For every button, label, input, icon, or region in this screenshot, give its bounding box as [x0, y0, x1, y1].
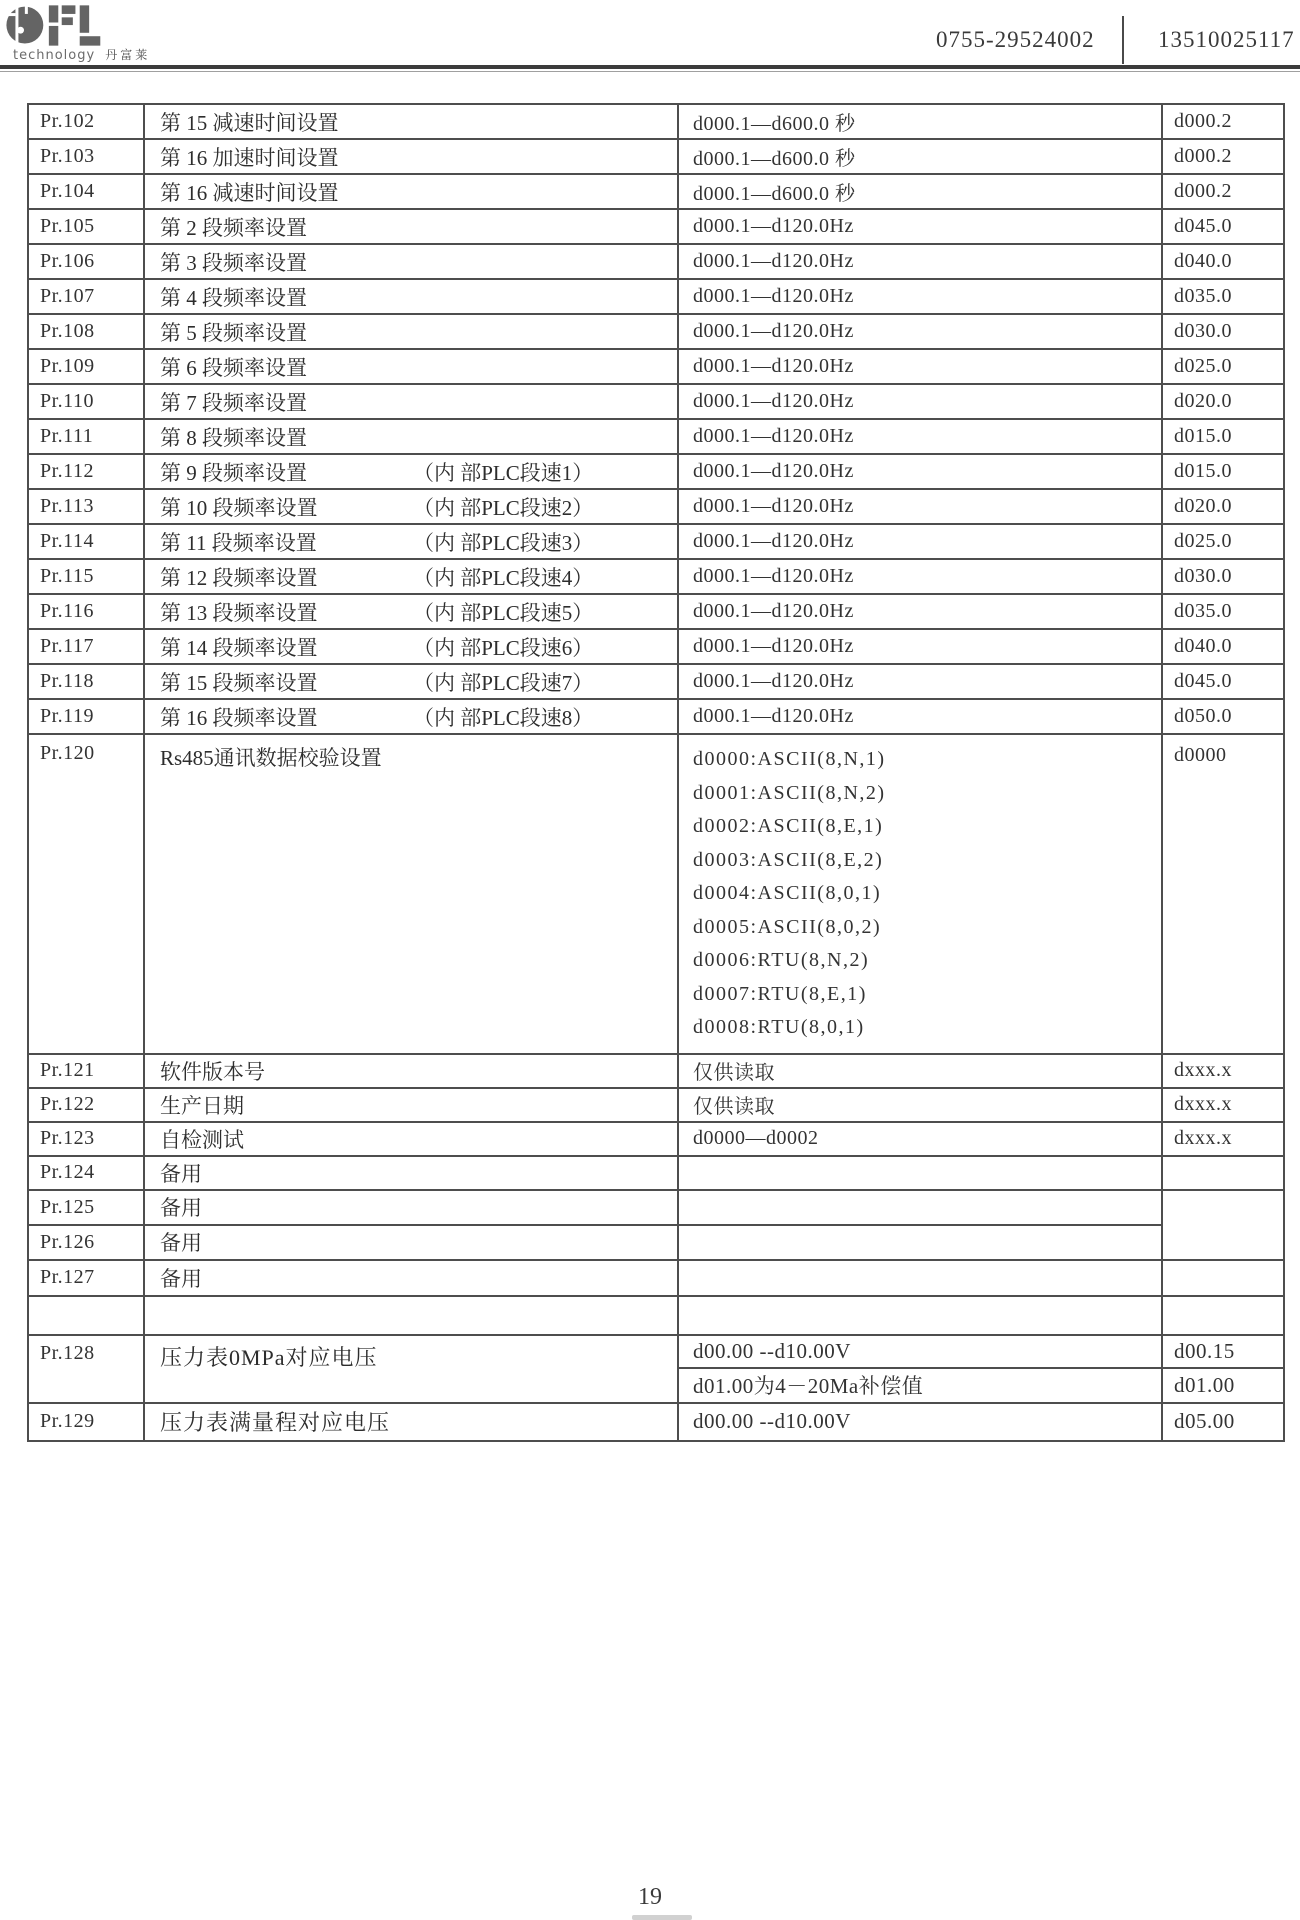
param-range-cell: d000.1—d120.0Hz [678, 419, 1162, 454]
header-phone-left: 0755-29524002 [936, 27, 1095, 52]
param-name-text: 软件版本号 [160, 1059, 265, 1084]
table-row [28, 1190, 1284, 1225]
header-phone-divider [1122, 16, 1124, 64]
param-plc-note: （内 部PLC段速5） [413, 600, 594, 625]
table-row [28, 1156, 1284, 1190]
table-row [28, 1335, 1284, 1368]
param-name-cell [144, 734, 678, 1054]
param-name-text: 第 4 段频率设置 [160, 285, 307, 310]
param-default-cell: dxxx.x [1162, 1088, 1284, 1122]
table-row [28, 594, 1284, 629]
param-name-text: Rs485通讯数据校验设置 [160, 746, 382, 770]
range-option-line: d0001:ASCII(8,N,2) [693, 781, 886, 804]
param-plc-note: （内 部PLC段速7） [413, 670, 594, 695]
param-name-cell [144, 1190, 678, 1225]
range-option-line: d0000:ASCII(8,N,1) [693, 748, 886, 770]
table-row [28, 1225, 1284, 1260]
param-name-cell [144, 1122, 678, 1156]
table-row [28, 279, 1284, 314]
range-option-line: d0006:RTU(8,N,2) [693, 949, 870, 971]
param-plc-note: （内 部PLC段速4） [413, 565, 594, 590]
param-id-cell: Pr.107 [28, 279, 144, 314]
param-id-cell: Pr.113 [28, 489, 144, 524]
param-name-cell: 压力表0MPa对应电压 [144, 1335, 678, 1403]
header-phone-right: 13510025117 [1158, 27, 1295, 52]
table-row [28, 139, 1284, 174]
table-row [28, 1260, 1284, 1296]
param-default-cell: d035.0 [1162, 279, 1284, 314]
param-id-cell: Pr.102 [28, 104, 144, 139]
range-option-line: d0004:ASCII(8,0,1) [693, 882, 882, 904]
table-row [28, 699, 1284, 734]
table-row [28, 734, 1284, 1054]
param-name-cell [144, 1225, 678, 1260]
param-name-text: 第 16 加速时间设置 [160, 145, 339, 170]
param-default-cell: d05.00 [1162, 1403, 1284, 1441]
table-row [28, 559, 1284, 594]
table-row [28, 1054, 1284, 1088]
table-row [28, 244, 1284, 279]
param-name-cell [144, 174, 678, 209]
param-name-text: 第 14 段频率设置 [160, 635, 318, 660]
param-name-cell [144, 524, 678, 559]
param-range-cell: d0000—d0002 [678, 1122, 1162, 1156]
param-range-cell [678, 734, 1162, 1054]
param-default-cell: d020.0 [1162, 489, 1284, 524]
param-name-cell [144, 209, 678, 244]
param-id-cell: Pr.121 [28, 1054, 144, 1088]
param-id-cell: Pr.108 [28, 314, 144, 349]
param-range-cell: 仅供读取 [678, 1088, 1162, 1122]
param-name-text: 第 12 段频率设置 [160, 565, 318, 590]
param-id-cell: Pr.106 [28, 244, 144, 279]
table-spacer-row [28, 1296, 1284, 1335]
param-id-cell: Pr.127 [28, 1260, 144, 1296]
logo-subtext-cjk: 丹富莱 [105, 48, 151, 62]
param-range-cell: d000.1—d120.0Hz [678, 559, 1162, 594]
param-name-cell [144, 454, 678, 489]
param-name-text: 第 10 段频率设置 [160, 495, 318, 520]
param-plc-note: （内 部PLC段速3） [413, 530, 594, 555]
param-range-cell [678, 1225, 1162, 1260]
param-name-cell [144, 1403, 678, 1441]
param-name-cell [144, 1296, 678, 1335]
param-id-cell: Pr.125 [28, 1190, 144, 1225]
param-name-cell [144, 1088, 678, 1122]
param-range-cell: d000.1—d120.0Hz [678, 314, 1162, 349]
param-default-cell: d015.0 [1162, 419, 1284, 454]
param-name-text: 第 5 段频率设置 [160, 320, 307, 345]
param-name-cell [144, 349, 678, 384]
param-default-cell: d000.2 [1162, 174, 1284, 209]
param-id-cell: Pr.105 [28, 209, 144, 244]
param-name-text: 第 11 段频率设置 [160, 530, 317, 555]
param-id-cell: Pr.122 [28, 1088, 144, 1122]
param-default-cell: d0000 [1162, 734, 1284, 1054]
param-plc-note: （内 部PLC段速2） [413, 495, 594, 520]
param-name-cell [144, 139, 678, 174]
param-name-cell [144, 489, 678, 524]
param-name-cell [144, 419, 678, 454]
param-range-cell [678, 1190, 1162, 1225]
table-row [28, 419, 1284, 454]
param-range-cell: d000.1—d120.0Hz [678, 244, 1162, 279]
param-default-cell: d00.15 [1162, 1335, 1284, 1368]
table-row [28, 489, 1284, 524]
param-name-text: 生产日期 [160, 1093, 244, 1118]
param-name-text: 第 15 减速时间设置 [160, 110, 339, 135]
param-range-cell: d000.1—d120.0Hz [678, 454, 1162, 489]
param-plc-note: （内 部PLC段速1） [413, 460, 594, 485]
param-range-cell [678, 1296, 1162, 1335]
table-row [28, 1088, 1284, 1122]
param-name-text: 第 7 段频率设置 [160, 390, 307, 415]
param-default-cell: d015.0 [1162, 454, 1284, 489]
param-name-cell [144, 384, 678, 419]
table-row [28, 209, 1284, 244]
param-name-cell [144, 314, 678, 349]
param-default-cell [1162, 1190, 1284, 1260]
param-default-cell: d01.00 [1162, 1368, 1284, 1403]
param-name-cell [144, 664, 678, 699]
table-row [28, 1403, 1284, 1441]
param-range-cell: d00.00 --d10.00V [678, 1403, 1162, 1441]
param-name-cell [144, 559, 678, 594]
table-row [28, 314, 1284, 349]
range-option-line: d0002:ASCII(8,E,1) [693, 815, 884, 837]
param-id-cell: Pr.124 [28, 1156, 144, 1190]
param-id-cell: Pr.112 [28, 454, 144, 489]
param-name-text: 第 8 段频率设置 [160, 425, 307, 450]
param-range-cell: d000.1—d120.0Hz [678, 594, 1162, 629]
param-default-cell: d035.0 [1162, 594, 1284, 629]
param-default-cell [1162, 1260, 1284, 1296]
param-name-cell [144, 594, 678, 629]
param-name-cell [144, 244, 678, 279]
param-range-cell: d000.1—d600.0 秒 [678, 139, 1162, 174]
param-id-cell: Pr.119 [28, 699, 144, 734]
param-id-cell [28, 1296, 144, 1335]
company-logo [6, 2, 186, 63]
param-default-cell: dxxx.x [1162, 1122, 1284, 1156]
param-name-text: 第 6 段频率设置 [160, 355, 307, 380]
param-range-cell: d000.1—d120.0Hz [678, 699, 1162, 734]
param-id-cell: Pr.118 [28, 664, 144, 699]
table-row [28, 384, 1284, 419]
param-range-cell: d000.1—d120.0Hz [678, 664, 1162, 699]
param-id-cell: Pr.115 [28, 559, 144, 594]
table-row [28, 174, 1284, 209]
param-id-cell: Pr.129 [28, 1403, 144, 1441]
param-range-cell: d000.1—d120.0Hz [678, 349, 1162, 384]
table-row [28, 629, 1284, 664]
param-name-text: 备用 [160, 1266, 202, 1291]
param-range-cell: d000.1—d600.0 秒 [678, 174, 1162, 209]
param-name-text: 备用 [160, 1161, 202, 1186]
param-name-text: 备用 [160, 1196, 202, 1220]
param-id-cell: Pr.114 [28, 524, 144, 559]
param-id-cell: Pr.116 [28, 594, 144, 629]
param-name-cell [144, 104, 678, 139]
param-name-text: 第 16 段频率设置 [160, 705, 318, 730]
param-id-cell: Pr.117 [28, 629, 144, 664]
param-name-cell [144, 1260, 678, 1296]
param-name-text: 第 2 段频率设置 [160, 215, 307, 240]
param-name-text: 第 16 减速时间设置 [160, 180, 339, 205]
header-rule [0, 65, 1300, 69]
param-default-cell: d045.0 [1162, 664, 1284, 699]
param-name-text: 第 9 段频率设置 [160, 460, 307, 485]
param-plc-note: （内 部PLC段速8） [413, 705, 594, 730]
param-default-cell: d045.0 [1162, 209, 1284, 244]
table-row [28, 664, 1284, 699]
range-option-line: d0007:RTU(8,E,1) [693, 982, 867, 1005]
table-row [28, 524, 1284, 559]
range-option-line: d0008:RTU(8,0,1) [693, 1016, 865, 1038]
table-row [28, 104, 1284, 139]
param-name-text: 第 13 段频率设置 [160, 600, 318, 625]
param-name-cell [144, 629, 678, 664]
scan-smudge [632, 1915, 692, 1920]
param-name-text: 压力表满量程对应电压 [160, 1410, 391, 1435]
table-row [28, 349, 1284, 384]
param-default-cell: d020.0 [1162, 384, 1284, 419]
param-id-cell: Pr.110 [28, 384, 144, 419]
page-number: 19 [638, 1884, 662, 1910]
param-id-cell: Pr.120 [28, 734, 144, 1054]
param-range-cell: 仅供读取 [678, 1054, 1162, 1088]
param-range-cell: d000.1—d600.0 秒 [678, 104, 1162, 139]
param-range-cell: d000.1—d120.0Hz [678, 279, 1162, 314]
param-id-cell: Pr.128 [28, 1335, 144, 1403]
param-range-cell: d01.00为4－20Ma补偿值 [678, 1368, 1162, 1403]
param-range-cell: d000.1—d120.0Hz [678, 384, 1162, 419]
param-range-cell: d000.1—d120.0Hz [678, 524, 1162, 559]
range-option-line: d0003:ASCII(8,E,2) [693, 848, 884, 871]
param-default-cell: d030.0 [1162, 559, 1284, 594]
param-default-cell: d040.0 [1162, 629, 1284, 664]
param-name-text: 自检测试 [160, 1127, 244, 1152]
param-default-cell: d050.0 [1162, 699, 1284, 734]
param-range-cell [678, 1156, 1162, 1190]
param-default-cell: d025.0 [1162, 349, 1284, 384]
param-range-cell [678, 1260, 1162, 1296]
param-name-text: 第 15 段频率设置 [160, 670, 318, 695]
table-row [28, 1122, 1284, 1156]
param-default-cell [1162, 1296, 1284, 1335]
param-name-cell [144, 699, 678, 734]
param-id-cell: Pr.123 [28, 1122, 144, 1156]
logo-subtext-en: technology [13, 48, 96, 63]
param-id-cell: Pr.103 [28, 139, 144, 174]
param-default-cell: d025.0 [1162, 524, 1284, 559]
param-id-cell: Pr.126 [28, 1225, 144, 1260]
param-default-cell: d040.0 [1162, 244, 1284, 279]
param-default-cell: d030.0 [1162, 314, 1284, 349]
param-name-cell [144, 1054, 678, 1088]
param-id-cell: Pr.104 [28, 174, 144, 209]
param-name-text: 第 3 段频率设置 [160, 250, 307, 275]
param-id-cell: Pr.111 [28, 419, 144, 454]
param-range-cell: d000.1—d120.0Hz [678, 489, 1162, 524]
range-option-line: d0005:ASCII(8,0,2) [693, 915, 882, 938]
param-default-cell: d000.2 [1162, 139, 1284, 174]
parameter-table [27, 103, 1285, 1442]
logo-subtext [13, 46, 150, 63]
param-range-cell: d000.1—d120.0Hz [678, 209, 1162, 244]
table-row [28, 454, 1284, 489]
param-default-cell [1162, 1156, 1284, 1190]
param-default-cell: dxxx.x [1162, 1054, 1284, 1088]
header-rule-shadow [0, 71, 1300, 72]
param-default-cell: d000.2 [1162, 104, 1284, 139]
dfl-logo-icon [6, 2, 102, 49]
param-range-cell: d000.1—d120.0Hz [678, 629, 1162, 664]
param-name-text: 备用 [160, 1231, 202, 1255]
param-range-cell: d00.00 --d10.00V [678, 1335, 1162, 1368]
param-plc-note: （内 部PLC段速6） [413, 635, 594, 660]
param-name-cell [144, 1156, 678, 1190]
param-name-cell [144, 279, 678, 314]
param-id-cell: Pr.109 [28, 349, 144, 384]
